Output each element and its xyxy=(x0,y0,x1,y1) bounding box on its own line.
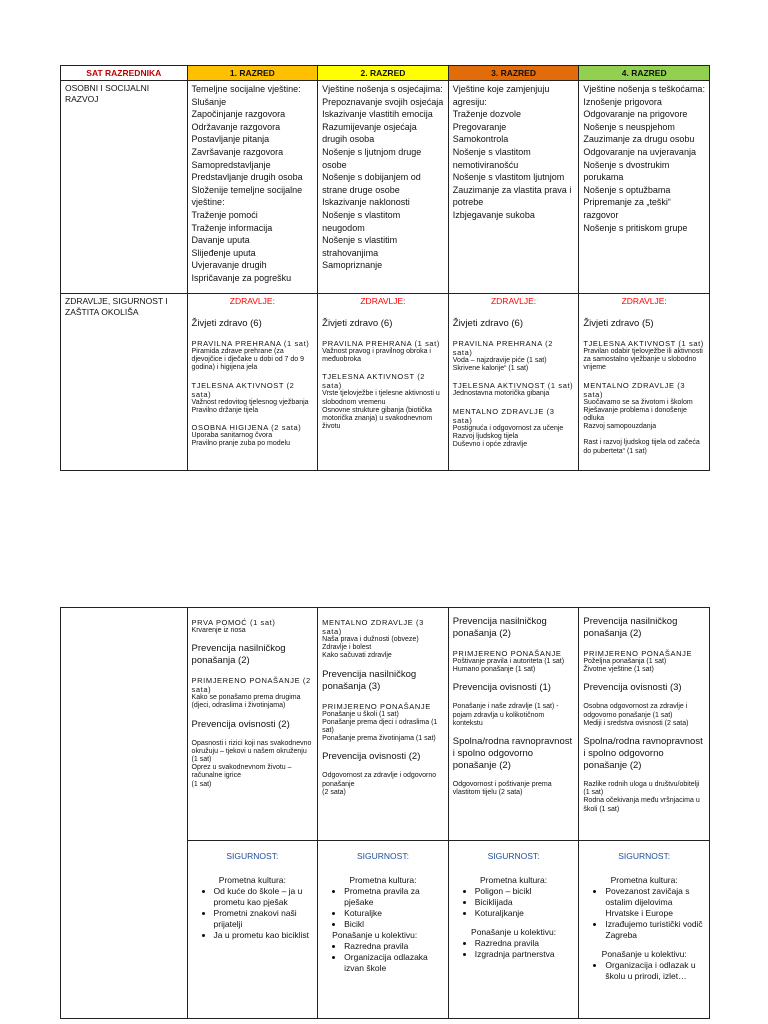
subheading: Živjeti zdravo (6) xyxy=(191,318,262,329)
list-line: Vještine nošenja s teškoćama: xyxy=(583,84,705,94)
topic-heading: PRIMJERENO PONAŠANJE xyxy=(583,649,693,658)
topic-text: Humano ponašanje (1 sat) xyxy=(452,666,536,674)
topic-heading: TJELESNA AKTIVNOST (2 sata) xyxy=(322,372,426,391)
list-line: Započinjanje razgovora xyxy=(191,109,286,120)
subheading: Ponašanje u kolektivu: xyxy=(601,949,687,959)
topic-text: (1 sat) xyxy=(191,756,212,764)
topic-text: Mediji i sredstva ovisnosti (2 sata) xyxy=(583,719,689,727)
section-title: SIGURNOST: xyxy=(226,851,279,861)
topic-heading: PRIMJERENO PONAŠANJE xyxy=(452,649,562,658)
subheading: Prevencija nasilničkog ponašanja (2) xyxy=(452,616,547,639)
topic-text: Odgovornost za zdravlje i odgovorno ponašanje xyxy=(322,772,437,788)
list-line: Nošenje s dobijanjem od strane druge osobe xyxy=(322,172,421,195)
topic-heading: TJELESNA AKTIVNOST (1 sat) xyxy=(452,381,574,391)
list-line: Nošenje s optužbama xyxy=(583,184,671,195)
topic-text: Uporaba sanitarnog čvora xyxy=(191,432,273,440)
list-line: Složenije temeljne socijalne vještine: xyxy=(191,184,303,208)
list-item: • Organizacija odlazaka izvan škole xyxy=(344,952,444,974)
list-line: Pripremanje za „teški“ razgovor xyxy=(583,197,671,220)
row2-grade2-cell xyxy=(318,294,449,471)
list-line: Slijeđenje uputa xyxy=(191,247,256,258)
list-line: Održavanje razgovora xyxy=(191,121,281,132)
topic-text: Pravilan odabir tjelovježbe ili aktivnosti za samostalno vježbanje u slobodno vrijeme xyxy=(583,348,703,372)
row2-grade1-cell xyxy=(187,294,318,471)
list-line: Završavanje razgovora xyxy=(191,146,284,157)
subheading: Prevencija nasilničkog ponašanja (2) xyxy=(191,643,286,667)
section-title: ZDRAVLJE: xyxy=(621,296,667,306)
topic-text: Ponašanje prema životinjama (1 sat) xyxy=(322,735,436,743)
topic-text: Opasnosti i rizici koji nas svakodnevno okružuju – tjekovi u našem okruženju xyxy=(191,739,312,755)
topic-text: Duševno i opće zdravlje xyxy=(452,441,528,449)
row-personal-social xyxy=(61,81,710,294)
list-item: • Bicikl xyxy=(344,919,444,930)
section-title: SIGURNOST: xyxy=(618,851,671,861)
header-row xyxy=(61,66,710,81)
list-line: Samopriznanje xyxy=(322,260,383,271)
topic-text: Kako sačuvati zdravlje xyxy=(322,652,392,660)
bullet-list xyxy=(453,886,575,919)
subheading: Živjeti zdravo (5) xyxy=(583,318,654,329)
subheading: Prevencija ovisnosti (2) xyxy=(191,718,290,730)
list-line: Prepoznavanje svojih osjećaja xyxy=(322,96,444,107)
list-item: • Prometni znakovi naši prijatelji xyxy=(214,908,314,930)
topic-text: Krvarenje iz nosa xyxy=(191,627,246,634)
list-line: Traženje dozvole xyxy=(452,109,521,120)
list-line: Traženje informacija xyxy=(191,222,273,233)
topic-text: Rast i razvoj ljudskog tijela od začeća do puberteta“ (1 sat) xyxy=(583,439,700,455)
list-line: Nošenje s dvostrukim porukama xyxy=(583,159,670,183)
subheading: Živjeti zdravo (6) xyxy=(452,318,523,329)
list-line: Postavljanje pitanja xyxy=(191,134,270,145)
list-item: • Razredna pravila xyxy=(475,938,575,949)
section-title: SIGURNOST: xyxy=(487,851,540,861)
list-line: Predstavljanje drugih osoba xyxy=(191,172,303,183)
row3-grade2-cell xyxy=(318,608,449,841)
topic-text: Voda – najzdravije piće (1 sat) xyxy=(452,357,547,364)
topic-text: Pravilno pranje zuba po modelu xyxy=(191,440,290,448)
subheading: Spolna/rodna ravnopravnost i spolno odgovorno ponašanje (2) xyxy=(583,736,703,772)
topic-heading: MENTALNO ZDRAVLJE (3 sata) xyxy=(583,380,686,399)
list-item: • Izgradnja partnerstva xyxy=(475,949,575,960)
subheading: Živjeti zdravo (6) xyxy=(322,318,393,329)
list-line: Samokontrola xyxy=(452,134,509,145)
topic-text: Osobna odgovornost za zdravlje i odgovorno ponašanje (1 sat) xyxy=(583,703,688,719)
list-line: Iskazivanje naklonosti xyxy=(322,197,410,208)
list-line: Nošenje s pritiskom grupe xyxy=(583,222,688,233)
topic-heading: PRVA POMOĆ (1 sat) xyxy=(191,618,276,627)
list-line: Zauzimanje za vlastita prava i potrebe xyxy=(452,184,572,208)
subheading: Prometna kultura: xyxy=(349,875,417,885)
list-line: Razumijevanje osjećaja drugih osoba xyxy=(322,121,417,145)
row1-grade1-cell xyxy=(187,81,318,294)
list-line: Zauzimanje za drugu osobu xyxy=(583,134,695,145)
list-line: Vještine nošenja s osjećajima: xyxy=(322,84,443,94)
topic-heading: PRAVILNA PREHRANA (2 sata) xyxy=(452,339,553,357)
subheading: Prometna kultura: xyxy=(610,875,678,885)
topic-heading: MENTALNO ZDRAVLJE (3 sata) xyxy=(322,618,424,636)
list-item: • Od kuće do škole – ja u prometu kao pješak xyxy=(214,886,314,908)
bullet-list xyxy=(453,938,575,960)
list-item: • Povezanost zavičaja s ostalim dijelovima Hrvatske i Europe xyxy=(605,886,705,919)
row3-grade3-cell xyxy=(448,608,579,841)
row-health xyxy=(61,294,710,471)
topic-text: Životne vještine (1 sat) xyxy=(583,666,654,674)
list-line: Iskazivanje vlastitih emocija xyxy=(322,109,433,120)
topic-heading: TJELESNA AKTIVNOST (2 sata) xyxy=(191,380,295,399)
subheading: Spolna/rodna ravnopravnost i spolno odgovorno ponašanje (2) xyxy=(452,736,573,772)
row2-grade3-cell xyxy=(448,294,579,471)
topic-heading: PRAVILNA PREHRANA (1 sat) xyxy=(322,339,440,348)
row2-grade4-cell xyxy=(579,294,710,471)
topic-text: Kako se ponašamo prema drugima (djeci, odraslima i životinjama) xyxy=(191,694,301,710)
list-item: • Prometna pravila za pješake xyxy=(344,886,444,908)
list-item: • Biciklijada xyxy=(475,897,575,908)
row1-grade2-cell xyxy=(318,81,449,294)
subheading: Prometna kultura: xyxy=(480,875,548,885)
subheading: Prevencija ovisnosti (3) xyxy=(583,682,682,694)
row3-grade4-cell xyxy=(579,608,710,841)
list-line: Izbjegavanje sukoba xyxy=(452,209,535,220)
topic-text: Ponašanje prema djeci i odraslima (1 sat) xyxy=(322,718,438,735)
topic-text: Rješavanje problema i donošenje odluka xyxy=(583,406,687,423)
list-item: • Koturaljkanje xyxy=(475,908,575,919)
topic-text: Pravilno držanje tijela xyxy=(191,406,259,414)
topic-text: Oprez u svakodnevnom životu – računalne igrice xyxy=(191,764,292,780)
row1-grade4-cell xyxy=(579,81,710,294)
topic-text: Piramida zdrave prehrane (za djevojčice i dječake u dobi od 7 do 9 godina) i higijena jela xyxy=(191,348,305,372)
list-line: Traženje pomoći xyxy=(191,209,258,220)
row4-grade1-cell xyxy=(187,841,318,1019)
subheading: Prometna kultura: xyxy=(218,875,286,885)
row1-grade3-cell xyxy=(448,81,579,294)
list-line: Pregovaranje xyxy=(452,121,507,132)
list-item: • Ja u prometu kao biciklist xyxy=(214,930,314,941)
list-line: Nošenje s vlastitom neugodom xyxy=(322,209,401,233)
list-line: Nošenje s vlastitim strahovanjima xyxy=(322,235,398,258)
bullet-list xyxy=(322,941,444,974)
subheading: Prevencija nasilničkog ponašanja (2) xyxy=(583,616,678,639)
topic-text: Osnovne strukture gibanja (biotička motorička znanja) u svakodnevnom životu xyxy=(322,406,433,431)
list-line: Nošenje s vlastitom ljutnjom xyxy=(452,172,565,183)
topic-heading: PRIMJERENO PONAŠANJE xyxy=(322,701,431,711)
section-title: SIGURNOST: xyxy=(356,851,409,861)
topic-text: Vrste tjelovježbe i tjelesne aktivnosti u slobodnom vremenu xyxy=(322,390,440,406)
row4-grade4-cell xyxy=(579,841,710,1019)
subheading: Prevencija nasilničkog ponašanja (3) xyxy=(322,668,417,692)
list-item: • Koturaljke xyxy=(344,908,444,919)
topic-text: Odgovornost i poštivanje prema vlastitom tijelu (2 sata) xyxy=(452,781,552,797)
topic-text: Razvoj ljudskog tijela xyxy=(452,432,519,440)
topic-text: Poštivanje pravila i autoriteta (1 sat) xyxy=(452,658,565,665)
list-line: Slušanje xyxy=(191,96,227,107)
topic-text: Skrivene kalorije“ (1 sat) xyxy=(452,365,529,373)
section-title: ZDRAVLJE: xyxy=(360,296,406,306)
grade-4-header: 4. RAZRED xyxy=(579,66,710,81)
topic-text: Naša prava i dužnosti (obveze) xyxy=(322,636,419,643)
row4-grade2-cell xyxy=(318,841,449,1019)
list-line: Iznošenje prigovora xyxy=(583,96,662,107)
subheading: Ponašanje u kolektivu: xyxy=(332,930,418,940)
topic-text: Jednostavna motorička gibanja xyxy=(452,390,550,398)
grade-1-header: 1. RAZRED xyxy=(187,66,318,81)
list-line: Odgovaranje na prigovore xyxy=(583,109,688,120)
table-title: SAT RAZREDNIKA xyxy=(61,66,188,81)
topic-text: Zdravlje i bolest xyxy=(322,644,372,652)
topic-heading: OSOBNA HIGIJENA (2 sata) xyxy=(191,423,302,433)
list-item: • Organizacija i odlazak u školu u prirodi, izlet… xyxy=(605,960,705,982)
topic-heading: MENTALNO ZDRAVLJE (3 sata) xyxy=(452,406,555,425)
list-line: Nošenje s ljutnjom druge osobe xyxy=(322,146,422,170)
list-line: Uvjeravanje drugih xyxy=(191,260,267,271)
subheading: Prevencija ovisnosti (1) xyxy=(452,682,551,694)
list-line: Nošenje s neuspjehom xyxy=(583,121,675,132)
list-line: Davanje uputa xyxy=(191,235,250,246)
grade-2-header: 2. RAZRED xyxy=(318,66,449,81)
topic-text: Rodna očekivanja među vršnjacima u školi (1 sat) xyxy=(583,797,700,813)
section-title: ZDRAVLJE: xyxy=(229,296,275,306)
grade-3-header: 3. RAZRED xyxy=(448,66,579,81)
bullet-list xyxy=(192,886,314,941)
row-label-health: ZDRAVLJE, SIGURNOST I ZAŠTITA OKOLIŠA xyxy=(61,294,188,471)
list-line: Vještine koje zamjenjuju agresiju: xyxy=(452,84,550,107)
bullet-list xyxy=(322,886,444,930)
topic-text: Razlike rodnih uloga u društvu/obitelji (1 sat) xyxy=(583,781,700,797)
subheading: Ponašanje u kolektivu: xyxy=(471,927,557,937)
bullet-list xyxy=(583,886,705,941)
topic-text: Ponašanje u školi (1 sat) xyxy=(322,710,399,718)
list-line: Temeljne socijalne vještine: xyxy=(191,84,301,94)
section-title: ZDRAVLJE: xyxy=(490,296,537,306)
list-item: • Izrađujemo turistički vodič Zagreba xyxy=(605,919,705,941)
list-line: Odgovaranje na uvjeravanja xyxy=(583,146,696,157)
row4-grade3-cell xyxy=(448,841,579,1019)
topic-heading: TJELESNA AKTIVNOST (1 sat) xyxy=(583,339,704,348)
subheading: Prevencija ovisnosti (2) xyxy=(322,751,421,763)
row-label-personal-social: OSOBNI I SOCIJALNI RAZVOJ xyxy=(61,81,188,294)
list-item: • Razredna pravila xyxy=(344,941,444,952)
topic-text: Suočavamo se sa životom i školom xyxy=(583,398,693,406)
list-line: Ispričavanje za pogrešku xyxy=(191,272,292,283)
topic-text: Postignuća i odgovornost za učenje xyxy=(452,424,564,432)
list-line: Nošenje s vlastitom nemotiviranošću xyxy=(452,146,531,170)
topic-text: (2 sata) xyxy=(322,788,346,796)
bullet-list xyxy=(583,960,705,982)
topic-text: Razvoj samopouzdanja xyxy=(583,423,657,431)
list-line: Samopredstavljanje xyxy=(191,159,271,170)
row-label-empty xyxy=(61,608,188,1019)
topic-text: Važnost pravog i pravilnog obroka i međuobroka xyxy=(322,348,431,364)
topic-text: (1 sat) xyxy=(191,780,212,788)
row-prevention xyxy=(61,608,710,841)
curriculum-table-bottom xyxy=(60,607,710,1019)
topic-heading: PRIMJERENO PONAŠANJE (2 sata) xyxy=(191,676,311,695)
row3-grade1-cell xyxy=(187,608,318,841)
topic-heading: PRAVILNA PREHRANA (1 sat) xyxy=(191,339,310,348)
curriculum-table-top xyxy=(60,65,710,471)
topic-text: Važnost redovitog tjelesnog vježbanja xyxy=(191,398,309,406)
topic-text: Ponašanje i naše zdravlje (1 sat) - pojam zdravlja u kolikotičnom kontekstu xyxy=(452,703,559,727)
list-item: • Poligon – bicikl xyxy=(475,886,575,897)
topic-text: Poželjna ponašanja (1 sat) xyxy=(583,658,667,665)
